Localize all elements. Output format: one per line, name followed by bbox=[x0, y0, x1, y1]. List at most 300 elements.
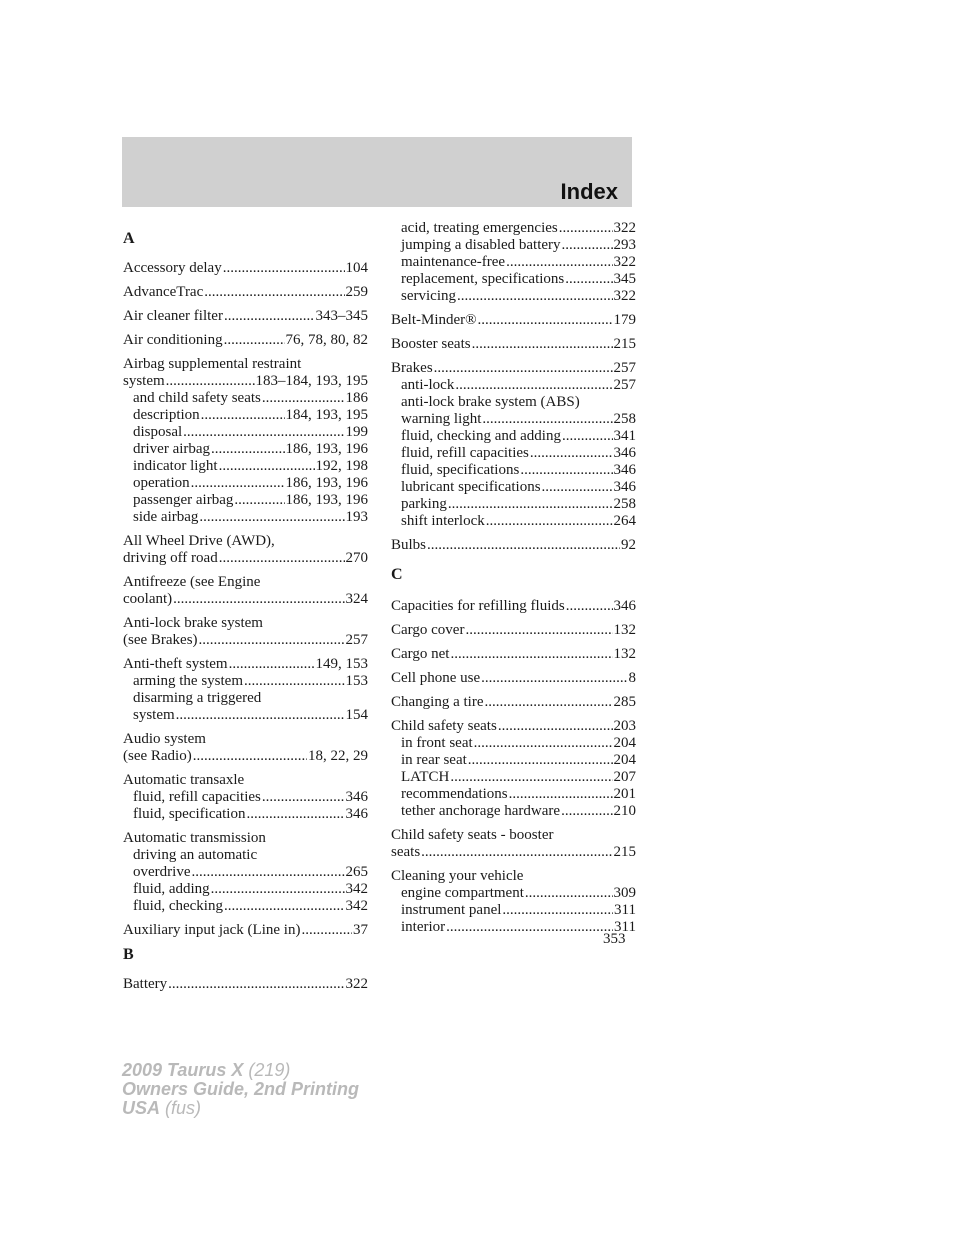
index-term: lubricant specifications bbox=[401, 479, 541, 495]
index-page-ref: 346 bbox=[613, 598, 636, 614]
index-page-ref: 257 bbox=[613, 360, 636, 376]
index-term: Air conditioning bbox=[123, 332, 223, 348]
dot-leader bbox=[559, 220, 613, 237]
index-subentry bbox=[391, 271, 636, 288]
index-term: Changing a tire bbox=[391, 694, 484, 710]
index-term: fluid, specifications bbox=[401, 462, 520, 478]
index-term: fluid, adding bbox=[133, 881, 210, 897]
dot-leader bbox=[562, 428, 613, 445]
index-entry-line bbox=[123, 550, 368, 567]
index-page-ref: 270 bbox=[345, 550, 368, 566]
index-page-ref: 258 bbox=[613, 411, 636, 427]
index-term: in rear seat bbox=[401, 752, 467, 768]
index-term: disposal bbox=[133, 424, 183, 440]
index-subentry bbox=[123, 789, 368, 806]
dot-leader bbox=[219, 458, 315, 475]
dot-leader bbox=[561, 803, 612, 820]
index-subentry bbox=[391, 462, 636, 479]
index-subentry bbox=[391, 786, 636, 803]
index-subentry bbox=[391, 411, 636, 428]
index-entry-line bbox=[391, 537, 636, 554]
index-term: Child safety seats bbox=[391, 718, 497, 734]
index-subentry bbox=[123, 407, 368, 424]
dot-leader bbox=[482, 411, 612, 428]
index-term: Accessory delay bbox=[123, 260, 222, 276]
index-term: (see Radio) bbox=[123, 748, 192, 764]
index-term: maintenance-free bbox=[401, 254, 506, 270]
index-page-ref: 259 bbox=[345, 284, 368, 300]
index-entry-line bbox=[391, 312, 636, 329]
dot-leader bbox=[183, 424, 344, 441]
index-term: operation bbox=[133, 475, 190, 491]
index-entry bbox=[391, 336, 636, 353]
index-subentry bbox=[391, 288, 636, 305]
dot-leader bbox=[472, 336, 613, 353]
index-term: Automatic transmission bbox=[123, 830, 266, 846]
index-entry bbox=[123, 922, 368, 939]
index-page-ref: 186 bbox=[345, 390, 368, 406]
index-term: fluid, refill capacities bbox=[133, 789, 261, 805]
index-entry bbox=[123, 976, 368, 993]
index-entry bbox=[391, 537, 636, 554]
dot-leader bbox=[562, 237, 613, 254]
index-term: All Wheel Drive (AWD), bbox=[123, 533, 275, 549]
index-page-ref: 179 bbox=[613, 312, 636, 328]
index-term: seats bbox=[391, 844, 421, 860]
dot-leader bbox=[173, 591, 344, 608]
dot-leader bbox=[301, 922, 352, 939]
index-term: Child safety seats - booster bbox=[391, 827, 554, 843]
index-page-ref: 76, 78, 80, 82 bbox=[285, 332, 368, 348]
index-term: driver airbag bbox=[133, 441, 211, 457]
index-subentry bbox=[391, 377, 636, 394]
index-term: fluid, checking bbox=[133, 898, 223, 914]
index-subentry bbox=[123, 509, 368, 526]
index-page-ref: 210 bbox=[613, 803, 636, 819]
index-subentry bbox=[123, 847, 368, 864]
index-term: LATCH bbox=[401, 769, 450, 785]
dot-leader bbox=[204, 284, 344, 301]
index-subentry bbox=[391, 428, 636, 445]
index-page-ref: 346 bbox=[613, 479, 636, 495]
index-page-ref: 341 bbox=[613, 428, 636, 444]
dot-leader bbox=[530, 445, 613, 462]
index-entry bbox=[391, 360, 636, 530]
index-page-ref: 184, 193, 195 bbox=[285, 407, 368, 423]
index-entry-line bbox=[391, 670, 636, 687]
index-page-ref: 186, 193, 196 bbox=[285, 475, 368, 491]
index-page-ref: 322 bbox=[613, 288, 636, 304]
dot-leader bbox=[446, 919, 613, 936]
dot-leader bbox=[244, 673, 345, 690]
index-entry-line bbox=[391, 827, 636, 844]
index-term: fluid, specification bbox=[133, 806, 246, 822]
index-letter-heading: C bbox=[391, 566, 403, 583]
dot-leader bbox=[211, 881, 345, 898]
index-term: anti-lock brake system (ABS) bbox=[401, 394, 580, 410]
index-term: indicator light bbox=[133, 458, 218, 474]
index-page-ref: 311 bbox=[614, 919, 636, 935]
index-page-ref: 311 bbox=[614, 902, 636, 918]
index-entry bbox=[123, 533, 368, 567]
index-entry-line bbox=[123, 574, 368, 591]
index-page-ref: 346 bbox=[345, 806, 368, 822]
index-subentry bbox=[391, 735, 636, 752]
footer-model: 2009 Taurus X bbox=[122, 1060, 244, 1080]
index-term: Automatic transaxle bbox=[123, 772, 245, 788]
index-page-ref: 183–184, 193, 195 bbox=[255, 373, 368, 389]
dot-leader bbox=[506, 254, 612, 271]
dot-leader bbox=[566, 598, 613, 615]
dot-leader bbox=[262, 789, 345, 806]
index-column-left bbox=[123, 222, 368, 1000]
index-term: parking bbox=[401, 496, 447, 512]
index-term: Bulbs bbox=[391, 537, 427, 553]
index-page-ref: 257 bbox=[613, 377, 636, 393]
index-term: Air cleaner filter bbox=[123, 308, 223, 324]
dot-leader bbox=[427, 537, 620, 554]
index-letter-heading: B bbox=[123, 946, 134, 963]
index-term: system bbox=[123, 373, 165, 389]
index-entry-line bbox=[123, 615, 368, 632]
dot-leader bbox=[450, 646, 612, 663]
dot-leader bbox=[166, 373, 255, 390]
index-term: warning light bbox=[401, 411, 482, 427]
index-term: Battery bbox=[123, 976, 168, 992]
page-number: 353 bbox=[603, 931, 626, 947]
index-entry-line bbox=[123, 260, 368, 277]
index-page-ref: 204 bbox=[613, 735, 636, 751]
index-page-ref: 285 bbox=[613, 694, 636, 710]
dot-leader bbox=[224, 308, 315, 325]
index-page-ref: 203 bbox=[613, 718, 636, 734]
index-entry bbox=[391, 312, 636, 329]
footer-edition: Owners Guide, 2nd Printing bbox=[122, 1079, 360, 1099]
index-entry bbox=[123, 284, 368, 301]
index-term: servicing bbox=[401, 288, 456, 304]
index-subentry bbox=[391, 885, 636, 902]
index-entry bbox=[391, 868, 636, 936]
index-term: Anti-lock brake system bbox=[123, 615, 263, 631]
index-term: Cargo net bbox=[391, 646, 450, 662]
dot-leader bbox=[434, 360, 613, 377]
page-title: Index bbox=[560, 179, 618, 204]
index-subentry bbox=[123, 492, 368, 509]
index-entry bbox=[123, 772, 368, 823]
dot-leader bbox=[478, 312, 613, 329]
index-entry-line bbox=[123, 373, 368, 390]
dot-leader bbox=[481, 670, 627, 687]
index-page-ref: 345 bbox=[613, 271, 636, 287]
dot-leader bbox=[199, 632, 345, 649]
index-page-ref: 322 bbox=[613, 254, 636, 270]
index-term: (see Brakes) bbox=[123, 632, 198, 648]
index-term: recommendations bbox=[401, 786, 508, 802]
index-entry-line bbox=[391, 336, 636, 353]
index-entry-line bbox=[123, 533, 368, 550]
index-page-ref: 149, 153 bbox=[315, 656, 368, 672]
index-subentry bbox=[391, 919, 636, 936]
index-term: AdvanceTrac bbox=[123, 284, 204, 300]
index-subentry bbox=[391, 445, 636, 462]
index-subentry bbox=[391, 496, 636, 513]
index-entry-line bbox=[123, 332, 368, 349]
index-entry-line bbox=[123, 591, 368, 608]
footer-market: USA bbox=[122, 1098, 161, 1118]
footer-code: (219) bbox=[243, 1060, 291, 1080]
index-page-ref: 201 bbox=[613, 786, 636, 802]
index-entry-line bbox=[391, 598, 636, 615]
dot-leader bbox=[421, 844, 612, 861]
index-term: side airbag bbox=[133, 509, 199, 525]
index-entry-line bbox=[123, 731, 368, 748]
index-entry bbox=[123, 260, 368, 277]
index-term: Cleaning your vehicle bbox=[391, 868, 524, 884]
dot-leader bbox=[450, 769, 612, 786]
index-entry-line bbox=[123, 922, 368, 939]
dot-leader bbox=[455, 377, 612, 394]
dot-leader bbox=[229, 656, 315, 673]
index-entry-line bbox=[123, 976, 368, 993]
index-subentry bbox=[391, 902, 636, 919]
index-page-ref: 153 bbox=[345, 673, 368, 689]
index-page-ref: 342 bbox=[345, 898, 368, 914]
index-subentry bbox=[391, 237, 636, 254]
index-entry-line bbox=[123, 772, 368, 789]
dot-leader bbox=[219, 550, 345, 567]
index-entry-line bbox=[391, 694, 636, 711]
index-page-ref: 264 bbox=[613, 513, 636, 529]
index-term: interior bbox=[401, 919, 446, 935]
dot-leader bbox=[448, 496, 613, 513]
index-subentry bbox=[391, 479, 636, 496]
index-page-ref: 257 bbox=[345, 632, 368, 648]
index-term: acid, treating emergencies bbox=[401, 220, 558, 236]
dot-leader bbox=[211, 441, 284, 458]
dot-leader bbox=[262, 390, 345, 407]
dot-leader bbox=[224, 898, 345, 915]
index-page-ref: 322 bbox=[613, 220, 636, 236]
index-page-ref: 207 bbox=[613, 769, 636, 785]
header-band bbox=[122, 137, 632, 207]
index-subentry bbox=[391, 769, 636, 786]
index-page-ref: 346 bbox=[613, 462, 636, 478]
index-term: Cargo cover bbox=[391, 622, 465, 638]
dot-leader bbox=[468, 752, 613, 769]
dot-leader bbox=[234, 492, 284, 509]
index-term: Anti-theft system bbox=[123, 656, 228, 672]
index-entry bbox=[123, 830, 368, 915]
index-page-ref: 104 bbox=[345, 260, 368, 276]
index-column-right bbox=[391, 220, 636, 943]
index-entry bbox=[391, 718, 636, 820]
index-subentry bbox=[123, 690, 368, 707]
index-entry-line bbox=[391, 646, 636, 663]
index-entry bbox=[391, 622, 636, 639]
index-entry-line bbox=[123, 748, 368, 765]
index-entry bbox=[391, 827, 636, 861]
index-page-ref: 92 bbox=[621, 537, 636, 553]
index-page-ref: 132 bbox=[613, 646, 636, 662]
index-entry bbox=[123, 308, 368, 325]
index-entry-line bbox=[123, 356, 368, 373]
index-term: Booster seats bbox=[391, 336, 471, 352]
index-term: overdrive bbox=[133, 864, 191, 880]
dot-leader bbox=[486, 513, 613, 530]
index-entry-line bbox=[123, 284, 368, 301]
index-entry-line bbox=[123, 632, 368, 649]
index-term: Airbag supplemental restraint bbox=[123, 356, 302, 372]
index-term: disarming a triggered bbox=[133, 690, 262, 706]
index-subentry bbox=[123, 898, 368, 915]
index-page-ref: 215 bbox=[613, 844, 636, 860]
index-page-ref: 186, 193, 196 bbox=[285, 492, 368, 508]
index-subentry bbox=[123, 707, 368, 724]
dot-leader bbox=[224, 332, 285, 349]
index-term: fluid, checking and adding bbox=[401, 428, 561, 444]
dot-leader bbox=[193, 748, 307, 765]
index-subentry bbox=[123, 458, 368, 475]
dot-leader bbox=[542, 479, 613, 496]
dot-leader bbox=[246, 806, 344, 823]
index-term: in front seat bbox=[401, 735, 473, 751]
index-page-ref: 293 bbox=[613, 237, 636, 253]
index-entry-line bbox=[391, 868, 636, 885]
index-page-ref: 215 bbox=[613, 336, 636, 352]
index-term: Antifreeze (see Engine bbox=[123, 574, 261, 590]
index-page-ref: 346 bbox=[345, 789, 368, 805]
index-subentry bbox=[123, 424, 368, 441]
index-entry bbox=[123, 731, 368, 765]
index-term: arming the system bbox=[133, 673, 243, 689]
index-page-ref: 186, 193, 196 bbox=[285, 441, 368, 457]
index-entry bbox=[123, 332, 368, 349]
dot-leader bbox=[484, 694, 612, 711]
footer-print-info bbox=[122, 1061, 359, 1118]
index-term: jumping a disabled battery bbox=[401, 237, 561, 253]
index-page-ref: 343–345 bbox=[315, 308, 368, 324]
index-entry bbox=[123, 356, 368, 526]
index-entry bbox=[391, 694, 636, 711]
index-entry-line bbox=[391, 844, 636, 861]
index-entry-line bbox=[391, 622, 636, 639]
index-subentry bbox=[123, 673, 368, 690]
dot-leader bbox=[498, 718, 613, 735]
index-term: Audio system bbox=[123, 731, 206, 747]
index-term: coolant) bbox=[123, 591, 173, 607]
dot-leader bbox=[520, 462, 612, 479]
index-page-ref: 324 bbox=[345, 591, 368, 607]
index-term: engine compartment bbox=[401, 885, 524, 901]
index-subentry bbox=[123, 475, 368, 492]
index-term: Brakes bbox=[391, 360, 433, 376]
index-page-ref: 199 bbox=[345, 424, 368, 440]
index-subentry bbox=[123, 441, 368, 458]
index-page-ref: 132 bbox=[613, 622, 636, 638]
index-subentry bbox=[391, 394, 636, 411]
dot-leader bbox=[465, 622, 612, 639]
index-entry bbox=[391, 670, 636, 687]
index-entry-line bbox=[123, 656, 368, 673]
index-page-ref: 192, 198 bbox=[315, 458, 368, 474]
index-term: Capacities for refilling fluids bbox=[391, 598, 565, 614]
index-page-ref: 154 bbox=[345, 707, 368, 723]
dot-leader bbox=[176, 707, 345, 724]
index-term: Belt-Minder® bbox=[391, 312, 477, 328]
index-page-ref: 258 bbox=[613, 496, 636, 512]
index-entry bbox=[123, 615, 368, 649]
index-term: Cell phone use bbox=[391, 670, 481, 686]
index-entry-line bbox=[123, 830, 368, 847]
index-page-ref: 342 bbox=[345, 881, 368, 897]
dot-leader bbox=[191, 475, 285, 492]
index-subentry bbox=[391, 513, 636, 530]
dot-leader bbox=[457, 288, 613, 305]
index-entry bbox=[391, 646, 636, 663]
dot-leader bbox=[201, 407, 285, 424]
dot-leader bbox=[223, 260, 345, 277]
index-subentry bbox=[391, 254, 636, 271]
index-term: fluid, refill capacities bbox=[401, 445, 529, 461]
index-page-ref: 309 bbox=[613, 885, 636, 901]
index-term: Auxiliary input jack (Line in) bbox=[123, 922, 301, 938]
index-subentry bbox=[391, 803, 636, 820]
dot-leader bbox=[502, 902, 613, 919]
dot-leader bbox=[509, 786, 613, 803]
index-term: description bbox=[133, 407, 200, 423]
index-term: anti-lock bbox=[401, 377, 455, 393]
index-subentry bbox=[123, 881, 368, 898]
index-term: tether anchorage hardware bbox=[401, 803, 561, 819]
index-subentry bbox=[391, 220, 636, 237]
index-term: driving an automatic bbox=[133, 847, 258, 863]
index-subentry bbox=[123, 864, 368, 881]
index-subentry bbox=[123, 390, 368, 407]
index-entry-line bbox=[391, 360, 636, 377]
index-page-ref: 193 bbox=[345, 509, 368, 525]
index-page-ref: 265 bbox=[345, 864, 368, 880]
dot-leader bbox=[525, 885, 613, 902]
index-subentry bbox=[123, 806, 368, 823]
dot-leader bbox=[168, 976, 344, 993]
dot-leader bbox=[191, 864, 344, 881]
index-letter-heading: A bbox=[123, 230, 135, 247]
index-entry-line bbox=[391, 718, 636, 735]
dot-leader bbox=[199, 509, 344, 526]
index-term: replacement, specifications bbox=[401, 271, 565, 287]
index-page-ref: 346 bbox=[613, 445, 636, 461]
index-page-ref: 204 bbox=[613, 752, 636, 768]
index-term: passenger airbag bbox=[133, 492, 234, 508]
index-term: system bbox=[133, 707, 175, 723]
index-term: driving off road bbox=[123, 550, 218, 566]
index-entry-line bbox=[123, 308, 368, 325]
index-entry bbox=[123, 656, 368, 724]
index-page-ref: 18, 22, 29 bbox=[308, 748, 368, 764]
index-subentry bbox=[391, 752, 636, 769]
dot-leader bbox=[565, 271, 612, 288]
index-page-ref: 322 bbox=[345, 976, 368, 992]
footer-market-code: (fus) bbox=[160, 1098, 202, 1118]
index-page-ref: 37 bbox=[353, 922, 368, 938]
index-term: instrument panel bbox=[401, 902, 502, 918]
index-term: shift interlock bbox=[401, 513, 485, 529]
dot-leader bbox=[474, 735, 613, 752]
index-entry bbox=[391, 598, 636, 615]
index-entry bbox=[391, 220, 636, 305]
index-page-ref: 8 bbox=[628, 670, 636, 686]
index-entry bbox=[123, 574, 368, 608]
